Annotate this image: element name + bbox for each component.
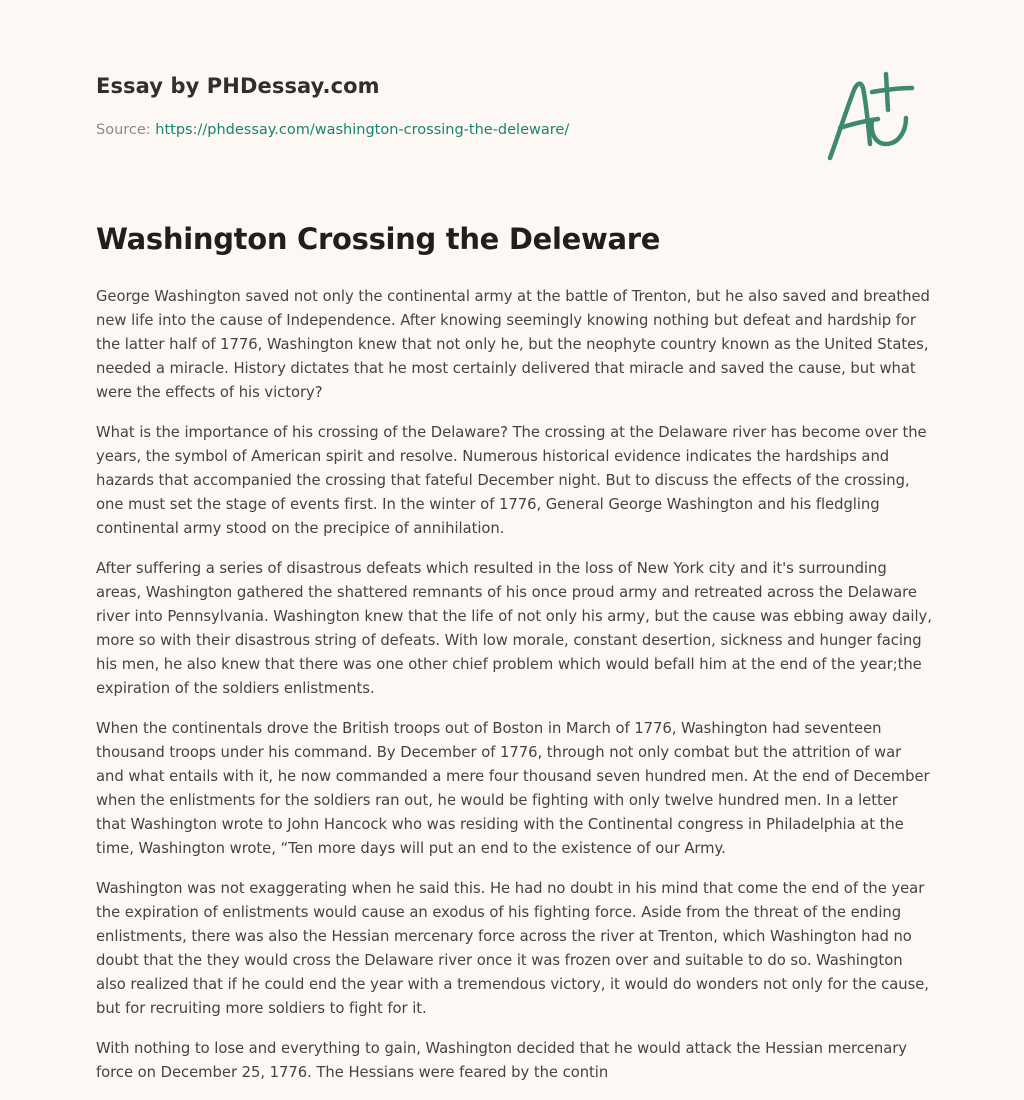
source-line [96,122,796,138]
source-label: Source: [96,122,151,138]
essay-paragraph: When the continentals drove the British troops out of Boston in March of 1776, Washington had seventeen thousand troops under his command. By December of 1776, through not only combat but the attrition of war and what entails with it, he now commanded a mere four thousand seven hundred men. At the end of December when the enlistments for the soldiers ran out, he would be fighting with only twelve hundred men. In a letter that Washington wrote to John Hancock who was residing with the Continental congress in Philadelphia at the time, Washington wrote, “Ten more days will put an end to the existence of our Army. [96,720,930,857]
a-plus-logo-svg [820,66,930,166]
essay-body [96,285,932,1100]
a-plus-logo-icon [820,66,930,166]
essay-title: Washington Crossing the Deleware [96,222,661,256]
essay-paragraph: George Washington saved not only the continental army at the battle of Trenton, but he also saved and breathed new life into the cause of Independence. After knowing seemingly knowing nothing but defeat and hardship for the latter half of 1776, Washington knew that not only he, but the neophyte country known as the United States, needed a miracle. History dictates that he most certainly delivered that miracle and saved the cause, but what were the effects of his victory? [96,288,930,401]
essay-paragraph: What is the importance of his crossing of the Delaware? The crossing at the Delaware river has become over the years, the symbol of American spirit and resolve. Numerous historical evidence indicates the hardships and hazards that accompanied the crossing that fateful December night. But to discuss the effects of the crossing, one must set the stage of events first. In the winter of 1776, General George Washington and his fledgling continental army stood on the precipice of annihilation. [96,424,927,537]
essay-paragraph: After suffering a series of disastrous defeats which resulted in the loss of New York city and it's surrounding areas, Washington gathered the shattered remnants of his once proud army and retreated across the Delaware river into Pennsylvania. Washington knew that the life of not only his army, but the cause was ebbing away daily, more so with their disastrous string of defeats. With low morale, constant desertion, sickness and hunger facing his men, he also knew that there was one other chief problem which would befall him at the end of the year;the expiration of the soldiers enlistments. [96,560,932,697]
source-link[interactable]: https://phdessay.com/washington-crossing-the-deleware/ [155,122,570,138]
essay-paragraph: With nothing to lose and everything to gain, Washington decided that he would attack the Hessian mercenary force on December 25, 1776. The Hessians were feared by the contin [96,1040,907,1081]
page-header [96,74,796,138]
essay-paragraph: Washington was not exaggerating when he said this. He had no doubt in his mind that come the end of the year the expiration of enlistments would cause an exodus of his fighting force. Aside from the threat of the ending enlistments, there was also the Hessian mercenary force across the river at Trenton, which Washington had no doubt that the they would cross the Delaware river once it was frozen over and suitable to do so. Washington also realized that if he could end the year with a tremendous victory, it would do wonders not only for the cause, but for recruiting more soldiers to fight for it. [96,880,929,1017]
brand-title: Essay by PHDessay.com [96,74,380,98]
